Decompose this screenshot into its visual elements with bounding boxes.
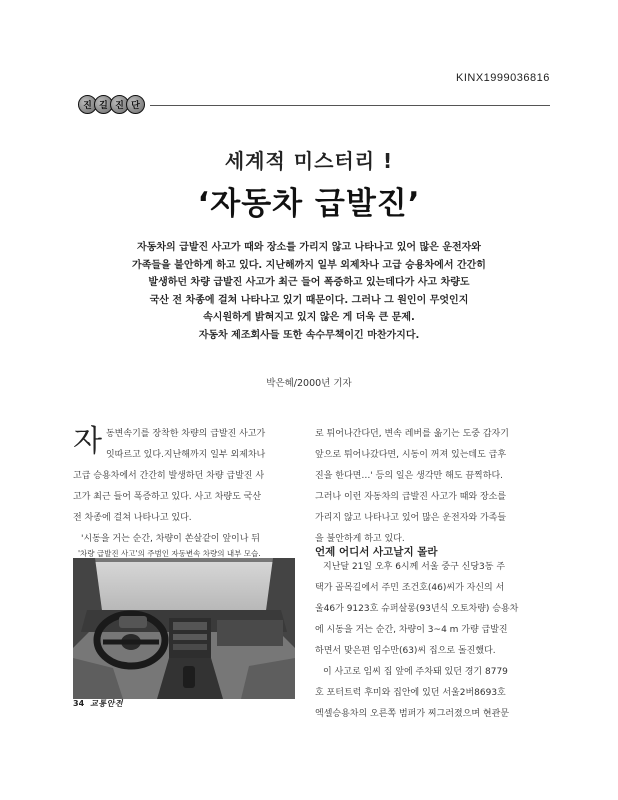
section-badges <box>78 95 142 114</box>
body-line: 이 사고로 임씨 집 앞에 주차돼 있던 경기 8779 <box>323 667 508 677</box>
section-badge: 진 <box>78 95 97 114</box>
lead-line: 발생하던 차량 급발진 사고가 최근 들어 폭증하고 있는데다가 사고 차량도 <box>148 277 470 288</box>
photo-caption: '차량 급발진 사고'의 주범인 자동변속 차량의 내부 모습. <box>78 549 261 558</box>
lead-line: 가족들을 불안하게 하고 있다. 지난해까지 일부 외제차나 고급 승용차에서 간간히 <box>132 259 486 271</box>
byline: 박은혜/2000년 기자 <box>266 378 352 389</box>
section-subheading: 언제 어디서 사고날지 몰라 <box>315 546 438 558</box>
body-line: 동변속기를 장착한 차량의 급발진 사고가 <box>105 429 266 439</box>
body-line: 진을 한다면…' 등의 일은 생각만 해도 끔찍하다. <box>315 471 503 481</box>
document-id: KINX1999036816 <box>456 72 550 84</box>
body-line: 로 튀어나간다던, 변속 레버를 옮기는 도중 갑자기 <box>315 429 509 439</box>
car-interior-illustration <box>73 558 295 699</box>
body-line: 가리지 않고 나타나고 있어 많은 운전자와 가족들 <box>315 513 507 523</box>
lead-line: 속시원하게 밝혀지고 있지 않은 게 더욱 큰 문제. <box>203 312 415 323</box>
body-line: 호 포터트럭 후미와 집안에 있던 서울2버8693호 <box>315 688 506 698</box>
section-badge: 단 <box>126 95 145 114</box>
body-column-3 <box>315 557 541 725</box>
section-badge: 진 <box>110 95 129 114</box>
section-rule <box>150 105 550 106</box>
body-line: 고가 최근 들어 폭증하고 있다. 사고 차량도 국산 <box>73 492 262 502</box>
body-line: 에 시동을 거는 순간, 차량이 3~4 m 가량 급발진 <box>315 625 508 635</box>
article-kicker: 세계적 미스터리 ! <box>224 149 394 173</box>
body-line: 고급 승용차에서 간간히 발생하던 차량 급발진 사 <box>73 471 265 481</box>
body-line: 엑셀승용차의 오른쪽 범퍼가 찌그러졌으며 현관문 <box>315 709 510 719</box>
body-line: 택가 골목길에서 주민 조건호(46)씨가 자신의 서 <box>315 583 505 593</box>
body-line: 울46가 9123호 슈퍼살롱(93년식 오토차량) 승용차 <box>315 604 519 614</box>
drop-cap: 자 <box>73 424 102 459</box>
page-footer <box>73 698 123 709</box>
magazine-name: 교통안전 <box>90 699 124 708</box>
body-line: 잇따르고 있다.지난해까지 일부 외제차나 <box>105 450 266 460</box>
body-line: 앞으로 튀어나갔다면, 시동이 꺼져 있는데도 급후 <box>315 450 507 460</box>
body-line: 전 차종에 걸쳐 나타나고 있다. <box>73 513 192 523</box>
body-line: 을 불안하게 하고 있다. <box>315 534 405 544</box>
section-badge: 길 <box>94 95 113 114</box>
body-column-1 <box>73 424 295 550</box>
page-number: 34 <box>73 699 85 708</box>
lead-line: 국산 전 차종에 걸쳐 나타나고 있기 때문이다. 그러나 그 원인이 무엇인지 <box>149 294 469 306</box>
lead-line: 자동차 제조회사들 또한 속수무책이긴 마찬가지다. <box>198 329 420 341</box>
lead-line: 자동차의 급발진 사고가 때와 장소를 가리지 않고 나타나고 있어 많은 운전자와 <box>137 242 481 253</box>
body-line: '시동을 거는 순간, 차량이 쏜살같이 앞이나 뒤 <box>81 534 260 544</box>
body-line: 그러나 이런 자동차의 급발진 사고가 때와 장소를 <box>315 492 507 502</box>
body-column-2 <box>315 424 541 550</box>
body-line: 하면서 맞은편 임수만(63)씨 집으로 돌진했다. <box>315 646 496 656</box>
lead-paragraph <box>118 239 500 344</box>
article-title: ‘자동차 급발진’ <box>197 186 421 222</box>
body-line: 지난달 21일 오후 6시께 서울 중구 신당3동 주 <box>323 562 506 572</box>
car-interior-photo <box>73 558 295 699</box>
